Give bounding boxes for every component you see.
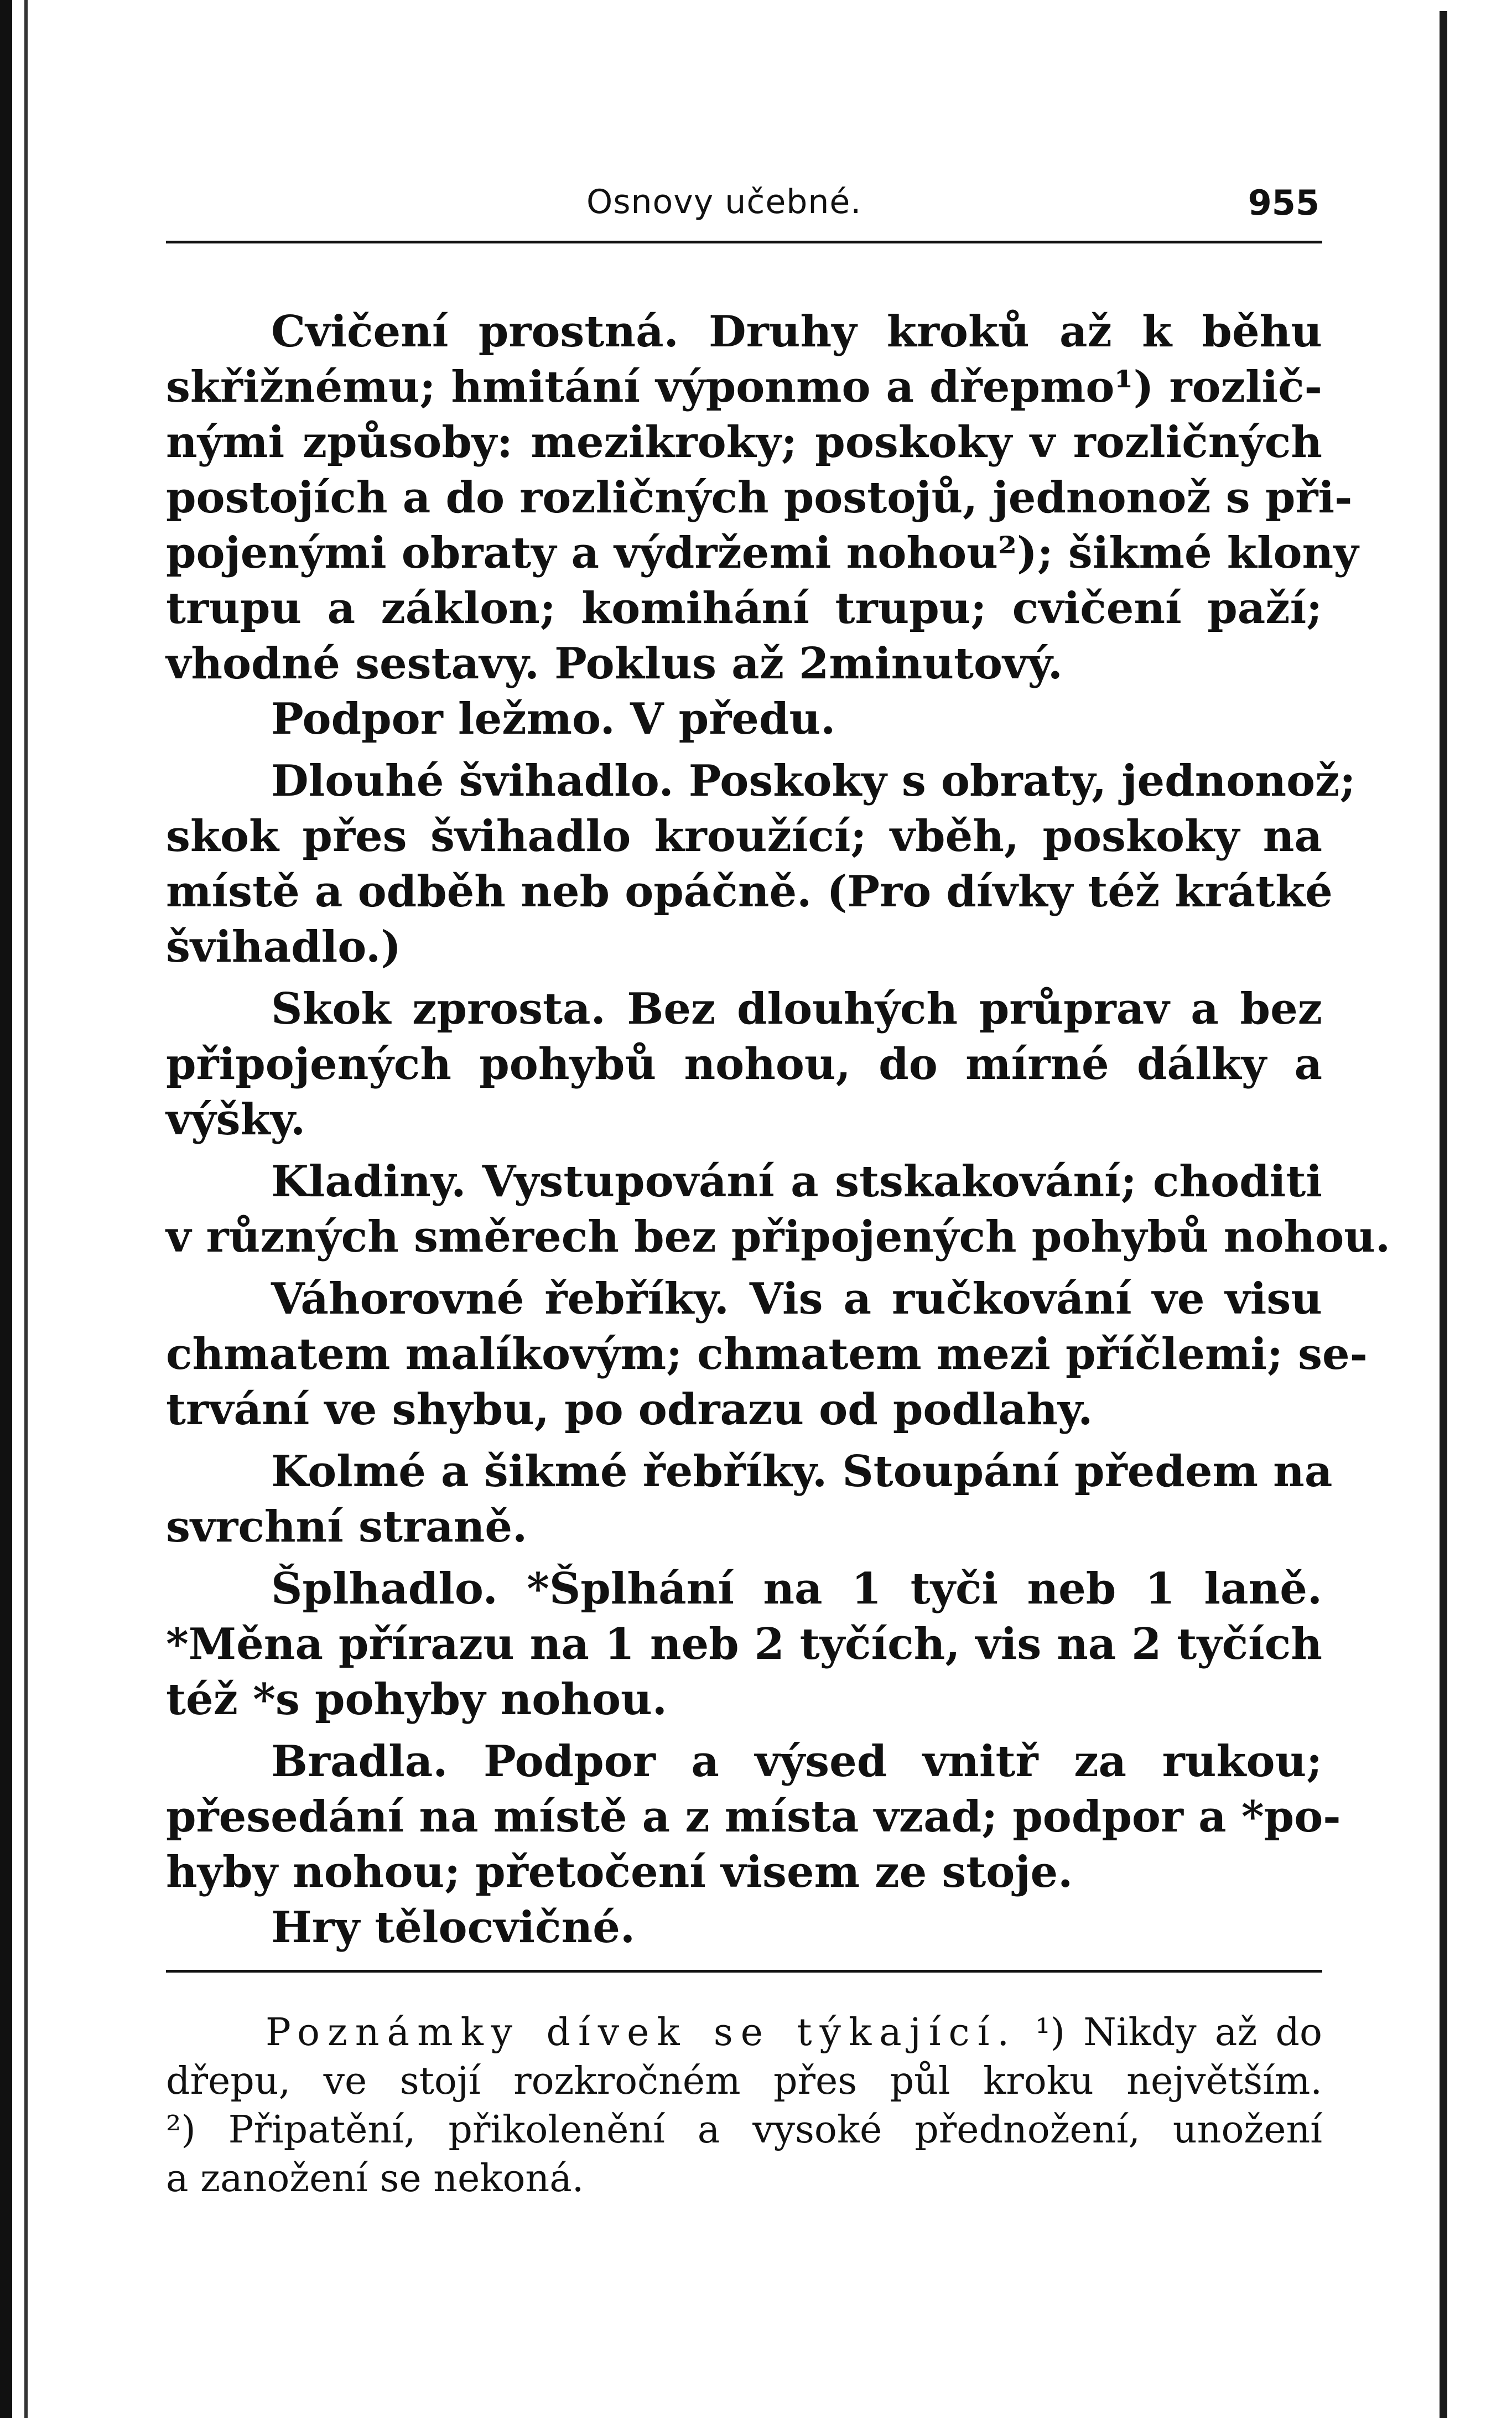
footnote-line (166, 2009, 1322, 2057)
text-line: pojenými obraty a výdržemi nohou²); šikmé klony (166, 528, 1359, 578)
footnote-heading: Poznámky dívek se týkající. (266, 2011, 1017, 2054)
footnote-divider (166, 1970, 1322, 1973)
footnote-line: a zanožení se nekoná. (166, 2157, 584, 2201)
footnote-1-start: ¹) Nikdy až do (1035, 2011, 1322, 2054)
text-line: Šplhadlo. *Šplhání na 1 tyči neb 1 laně. (271, 1564, 1322, 1614)
text-line: Podpor ležmo. V předu. (271, 694, 836, 744)
text-line: trvání ve shybu, po odrazu od podlahy. (166, 1384, 1093, 1435)
text-line: švihadlo.) (166, 922, 402, 972)
text-line: místě a odběh neb opáčně. (Pro dívky též krátké (166, 866, 1333, 917)
text-line: svrchní straně. (166, 1502, 528, 1552)
text-line: Cvičení prostná. Druhy kroků až k běhu (271, 307, 1322, 357)
footnotes (166, 2009, 1322, 2203)
text-line: Skok zprosta. Bez dlouhých průprav a bez (271, 984, 1322, 1034)
text-line: postojích a do rozličných postojů, jednonož s při- (166, 473, 1353, 523)
text-line: chmatem malíkovým; chmatem mezi příčlemi; se- (166, 1329, 1368, 1379)
text-line: v různých směrech bez připojených pohybů nohou. (166, 1212, 1391, 1262)
body-text (166, 304, 1391, 1955)
text-line: přesedání na místě a z místa vzad; podpor a *po- (166, 1792, 1341, 1842)
text-line: skok přes švihadlo kroužící; vběh, poskoky na (166, 811, 1322, 862)
text-line: Hry tělocvičné. (271, 1902, 636, 1953)
text-line: vhodné sestavy. Poklus až 2minutový. (166, 639, 1063, 689)
scan-edge-shadow (24, 0, 28, 2418)
text-line: trupu a záklon; komihání trupu; cvičení paží; (166, 583, 1322, 634)
scan-edge-right (1440, 11, 1447, 2418)
text-line: též *s pohyby nohou. (166, 1674, 667, 1725)
text-line: Dlouhé švihadlo. Poskoky s obraty, jednonož; (271, 756, 1356, 806)
page-header (166, 174, 1322, 243)
text-line: připojených pohybů nohou, do mírné dálky a (166, 1039, 1322, 1089)
footnote-line: ²) Připatění, přikolenění a vysoké přednožení, unožení (166, 2108, 1322, 2152)
text-line: Bradla. Podpor a výsed vnitř za rukou; (271, 1736, 1322, 1787)
running-title: Osnovy učebné. (586, 183, 862, 221)
text-line: hyby nohou; přetočení visem ze stoje. (166, 1847, 1073, 1897)
text-line: Kolmé a šikmé řebříky. Stoupání předem na (271, 1446, 1333, 1497)
text-line: *Měna přírazu na 1 neb 2 tyčích, vis na 2 tyčích (166, 1619, 1322, 1669)
page-number: 955 (1248, 183, 1319, 223)
scan-edge-left (0, 0, 12, 2418)
text-line: Kladiny. Vystupování a stskakování; choditi (271, 1156, 1322, 1207)
text-line: výšky. (166, 1094, 306, 1145)
text-line: Váhorovné řebříky. Vis a ručkování ve visu (271, 1274, 1322, 1324)
text-line: skřižnému; hmitání výponmo a dřepmo¹) rozlič- (166, 362, 1322, 412)
text-line: nými způsoby: mezikroky; poskoky v rozličných (166, 417, 1322, 468)
footnote-line: dřepu, ve stojí rozkročném přes půl kroku největším. (166, 2059, 1322, 2103)
